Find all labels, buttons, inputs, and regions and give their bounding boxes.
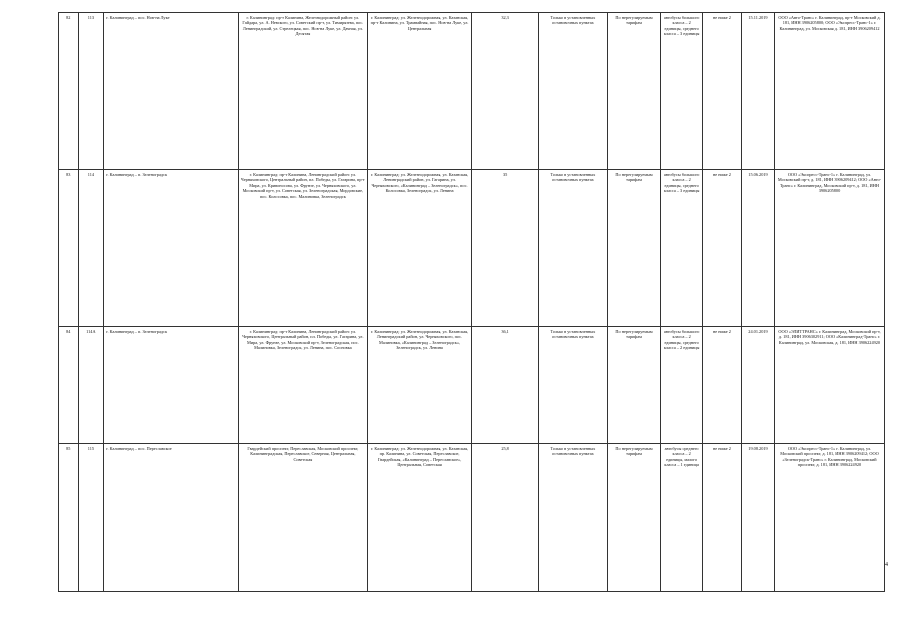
cell-id: 113: [78, 13, 104, 170]
cell-id: 114А: [78, 327, 104, 444]
page-number: 4: [885, 562, 888, 568]
cell-streets-bwd: г. Калининград: ул. Железнодорожная, ул. Казанская, пр. Калинина, ул. Советская, Переславское, Гвардейская, «Калининград – Переславское», Центральная, Советская: [368, 444, 472, 592]
cell-route: г. Калининград – п. Зеленоградск: [104, 327, 238, 444]
cell-eco: не ниже 2: [702, 13, 741, 170]
cell-route: г. Калининград – пос. Нов-на Луке: [104, 13, 238, 170]
cell-stops-order: Только в установленных остановочных пунктах: [539, 170, 607, 327]
cell-length: 25,8: [471, 444, 538, 592]
table-row: [59, 444, 885, 592]
cell-num: 84: [59, 327, 79, 444]
cell-id: 114: [78, 170, 104, 327]
cell-carrier: ООО «ЭЛИТТРАНС» г. Калининград, Московский пр-т, д. 181, ИНН 3906302911; ООО «Калининград-Транс» г. Калининград, ул. Московская, д. 181, ИНН 3906224920: [774, 327, 884, 444]
cell-start-date: 15.06.2019: [741, 170, 774, 327]
cell-start-date: 15.11.2019: [741, 13, 774, 170]
cell-route: г. Калининград – п. Зеленоградск: [104, 170, 238, 327]
table-row: [59, 170, 885, 327]
cell-eco: не ниже 2: [702, 444, 741, 592]
cell-length: 35: [471, 170, 538, 327]
cell-carrier: ООО «Экспресс-Транс-1» г. Калининград, ул. Московский пр-т, д. 181, ИНН 3906209412; ООО «Авто-Транс» г. Калининград, Московский пр-т, д. 181, ИНН 3906205800: [774, 170, 884, 327]
cell-id: 115: [78, 444, 104, 592]
cell-streets-fwd: г. Калининград: пр-т Калинина, Ленинградский район: ул. Черняховского, Центральный район, пл. Победы, ул. Гагарина, ул. Мира, ул. Фрунзе, ул. Московский пр-т, Зеленоградская, пос. Малиновка, Зеленоградск, ул. Ленина, пос. Сосновка: [238, 327, 368, 444]
cell-stops-order: Только в установленных остановочных пунктах: [539, 13, 607, 170]
cell-num: 83: [59, 170, 79, 327]
cell-start-date: 24.01.2019: [741, 327, 774, 444]
cell-tariff: По нерегулируемым тарифам: [607, 327, 661, 444]
cell-tariff: По нерегулируемым тарифам: [607, 444, 661, 592]
cell-start-date: 19.08.2019: [741, 444, 774, 592]
cell-carrier: ООО «Экспресс-Транс-1» г. Калининград, ул. Московский проспект, д. 181, ИНН 3906209412; ООО «Зеленоградск-Транс» г. Калининград, Московский проспект, д. 181, ИНН 3906224920: [774, 444, 884, 592]
table-row: [59, 327, 885, 444]
routes-table: [58, 12, 885, 592]
cell-vehicles: автобусы большого класса – 2 единицы, среднего класса – 3 единицы: [661, 13, 703, 170]
cell-carrier: ООО «Авто-Транс» г. Калининград, пр-т Московский д. 181, ИНН 3906205800; ООО «Экспресс-Транс-1» г. Калининград, ул. Московская д. 181, ИНН 3906209412: [774, 13, 884, 170]
document-sheet: [58, 12, 885, 592]
cell-eco: не ниже 2: [702, 170, 741, 327]
cell-stops-order: Только в установленных остановочных пунктах: [539, 444, 607, 592]
cell-streets-bwd: г. Калининград: ул. Железнодорожная, ул. Казанская, Ленинградский район, ул. Гагарина, ул. Черняховского, «Калининград – Зеленоградск», пос. Колосовка, Зеленоградск, ул. Ленина: [368, 170, 472, 327]
cell-tariff: По нерегулируемым тарифам: [607, 13, 661, 170]
table-row: [59, 13, 885, 170]
cell-length: 32,3: [471, 13, 538, 170]
cell-num: 82: [59, 13, 79, 170]
cell-streets-bwd: г. Калининград: ул. Железнодорожная, ул. Казанская, Ленинградский район, ул. Черняховского, пос. Малиновка, «Калининград – Зеленоградск», Зеленоградск, ул. Ленина: [368, 327, 472, 444]
cell-streets-bwd: г. Калининград: ул. Железнодорожная, ул. Казанская, пр-т Калинина, ул. Трамвайная, пос. Нов-на Луке, ул. Центральная: [368, 13, 472, 170]
cell-length: 36,1: [471, 327, 538, 444]
cell-num: 85: [59, 444, 79, 592]
cell-eco: не ниже 2: [702, 327, 741, 444]
cell-stops-order: Только в установленных остановочных пунктах: [539, 327, 607, 444]
cell-streets-fwd: Гвардейский проспект, Переславская, Московский проспект, Калининградская, Переславское, Северная, Центральная, Советская: [238, 444, 368, 592]
cell-vehicles: автобусы большого класса – 2 единицы, среднего класса – 3 единицы: [661, 170, 703, 327]
cell-streets-fwd: г. Калининград: пр-т Калинина, Ленинградский район: ул. Черняховского, Центральный район, пл. Победы, ул. Гагарина, пр-т Мира, ул. Кривоносова, ул. Фрунзе, ул. Черняховского, ул. Московский пр-т, ул. Советская, ул. Зеленоградская, Мордовские, пос. Колосовка, пос. Малиновка, Зеленоградск: [238, 170, 368, 327]
cell-tariff: По нерегулируемым тарифам: [607, 170, 661, 327]
cell-vehicles: автобусы большого класса – 2 единицы, среднего класса – 2 единицы: [661, 327, 703, 444]
cell-streets-fwd: г. Калининград: пр-т Калинина, Железнодорожный район: ул. Гайдара, ул. А. Невского, ул. Советский пр-т, ул. Тимирязева, пос. Ленинградский, ул. Стрелецкая, пос. Нов-на Луке, ул. Дачная, ул. Десятая: [238, 13, 368, 170]
cell-route: г. Калининград – пос. Переславское: [104, 444, 238, 592]
cell-vehicles: автобусы среднего класса – 2 единицы, малого класса – 1 единица: [661, 444, 703, 592]
